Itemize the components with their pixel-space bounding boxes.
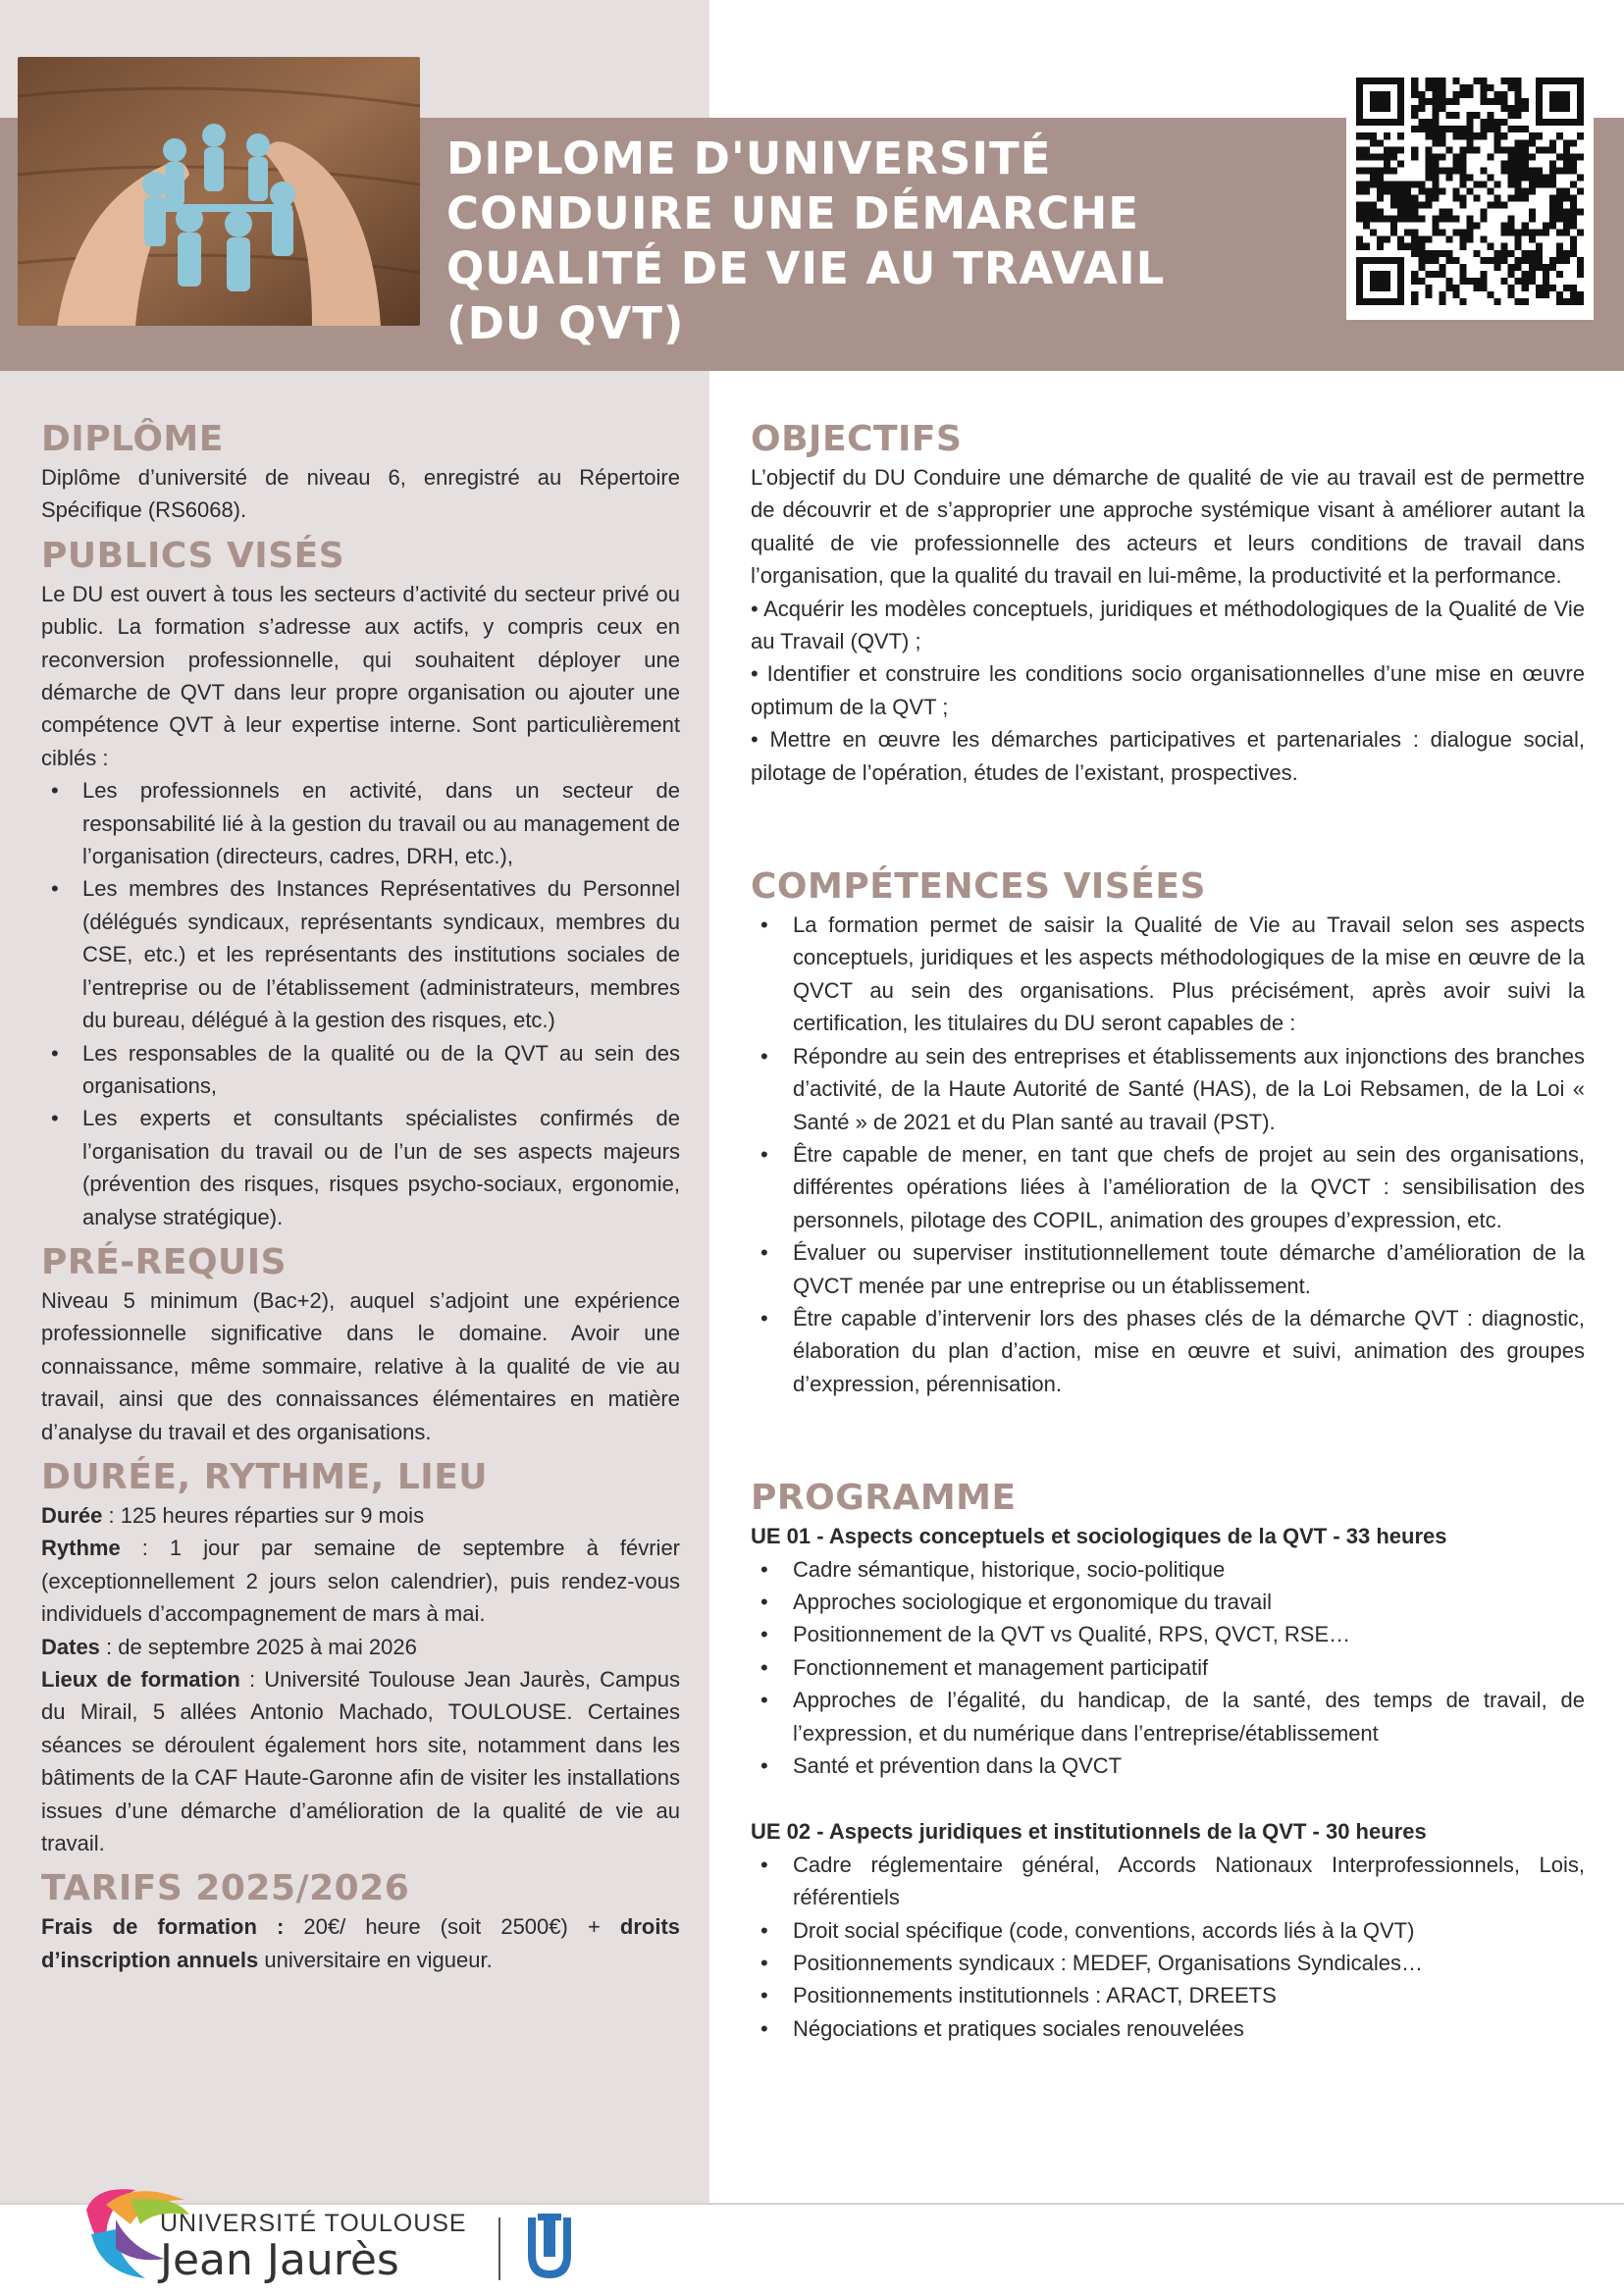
list-item: • Répondre au sein des entreprises et établissements aux injonctions des branches d’activité, de la Haute Autorité de Santé (HAS), de la Loi Rebsamen, de la Loi « Santé » de 2021 et du Plan santé au travail (PST). xyxy=(751,1040,1585,1138)
lieux-line xyxy=(41,1663,680,1859)
objectif-item: • Mettre en œuvre les démarches participatives et partenariales : dialogue social, pilotage de l’opération, études de l’existant, prospectives. xyxy=(751,727,1585,785)
section-title-duree: DURÉE, RYTHME, LIEU xyxy=(41,1456,489,1497)
list-item: • Approches sociologique et ergonomique du travail xyxy=(751,1586,1585,1618)
duree-value: : 125 heures réparties sur 9 mois xyxy=(102,1502,425,1528)
diplome-text: Diplôme d’université de niveau 6, enregistré au Répertoire Spécifique (RS6068). xyxy=(41,465,680,523)
qr-code-icon[interactable] xyxy=(1346,63,1594,320)
section-title-programme: PROGRAMME xyxy=(751,1478,1017,1519)
section-title-diplome: DIPLÔME xyxy=(41,419,224,459)
objectifs-intro: L’objectif du DU Conduire une démarche de qualité de vie au travail est de permettre de découvrir et de s’approprier une approche systémique visant à améliorer autant la qualité de vie professionnelle des acteurs et leurs conditions de travail dans l’organisation, que la qualité du travail en lui-même, la productivité et la performance. xyxy=(751,465,1585,589)
ue2-title: UE 02 - Aspects juridiques et institutionnels de la QVT - 30 heures xyxy=(751,1819,1427,1845)
tarifs-label: Frais de formation : xyxy=(41,1914,285,1940)
competences-list xyxy=(751,909,1585,1400)
right-column xyxy=(751,410,1585,2045)
list-item: • Négociations et pratiques sociales renouvelées xyxy=(751,2012,1585,2045)
list-item: • Positionnements institutionnels : ARACT, DREETS xyxy=(751,1979,1585,2011)
list-item: • La formation permet de saisir la Qualité de Vie au Travail selon ses aspects conceptuels, juridiques et les aspects méthodologiques de la mise en œuvre de la QVCT au sein des organisations. Plus précisément, après avoir suivi la certification, les titulaires du DU seront capables de : xyxy=(751,909,1585,1040)
title-line-1: DIPLOME D'UNIVERSITÉ xyxy=(446,132,1052,184)
tarifs-bold: droits d’inscription annuels xyxy=(41,1914,681,1972)
objectif-item: • Identifier et construire les conditions socio organisationnelles d’une mise en œuvre optimum de la QVT ; xyxy=(751,661,1585,719)
list-item: • Santé et prévention dans la QVCT xyxy=(751,1749,1585,1782)
logo-line-1: UNIVERSITÉ TOULOUSE xyxy=(160,2210,467,2237)
duree-label: Durée xyxy=(41,1502,103,1528)
dates-value: : de septembre 2025 à mai 2026 xyxy=(99,1634,417,1659)
rythme-line xyxy=(41,1532,680,1630)
hero-image xyxy=(18,57,420,326)
main-title xyxy=(446,131,1310,351)
list-item: • Positionnement de la QVT vs Qualité, RPS, QVCT, RSE… xyxy=(751,1618,1585,1650)
rythme-value: : 1 jour par semaine de septembre à février (exceptionnellement 2 jours selon calendrier), puis rendez-vous individuels d’accompagnement de mars à mai. xyxy=(41,1536,680,1627)
list-item: • Être capable de mener, en tant que chefs de projet au sein des organisations, différentes opérations liées à l’amélioration de la QVCT : sensibilisation des personnels, pilotage des COPIL, animation des groupes d’expression, etc. xyxy=(751,1138,1585,1236)
logo-separator xyxy=(498,2218,500,2280)
logo-line-2: Jean Jaurès xyxy=(160,2235,399,2285)
list-item: • Les experts et consultants spécialistes confirmés de l’organisation du travail ou de l’un de ses aspects majeurs (prévention des risques, risques psycho-sociaux, ergonomie, analyse stratégique). xyxy=(41,1102,680,1233)
dates-line xyxy=(41,1631,680,1663)
section-title-tarifs: TARIFS 2025/2026 xyxy=(41,1868,410,1909)
tarifs-text xyxy=(41,1910,680,1976)
prerequis-text: Niveau 5 minimum (Bac+2), auquel s’adjoint une expérience professionnelle significative dans le domaine. Avoir une connaissance, même sommaire, relative à la qualité de vie au travail, ainsi que des connaissances élémentaires en matière d’analyse du travail et des organisations. xyxy=(41,1287,680,1444)
list-item: • Évaluer ou superviser institutionnellement toute démarche d’amélioration de la QVCT menée par une entreprise ou un établissement. xyxy=(751,1236,1585,1302)
ue1-list xyxy=(751,1553,1585,1783)
list-item: • Cadre réglementaire général, Accords Nationaux Interprofessionnels, Lois, référentiels xyxy=(751,1849,1585,1914)
title-line-2: CONDUIRE UNE DÉMARCHE xyxy=(446,187,1140,239)
list-item: • Droit social spécifique (code, conventions, accords liés à la QVT) xyxy=(751,1914,1585,1947)
list-item: • Les responsables de la qualité ou de la QVT au sein des organisations, xyxy=(41,1037,680,1103)
ue2-list xyxy=(751,1849,1585,2045)
list-item: • Les membres des Instances Représentatives du Personnel (délégués syndicaux, représentants syndicaux, membres du CSE, etc.) et les représentants des institutions sociales de l’entreprise ou de l’établissement (administrateurs, membres du bureau, délégué à la gestion des risques, etc.) xyxy=(41,872,680,1036)
section-title-publics: PUBLICS VISÉS xyxy=(41,535,345,576)
title-line-3: QUALITÉ DE VIE AU TRAVAIL xyxy=(446,242,1166,294)
duree-line xyxy=(41,1499,680,1532)
section-title-prerequis: PRÉ-REQUIS xyxy=(41,1241,288,1282)
section-title-objectifs: OBJECTIFS xyxy=(751,419,963,459)
list-item: • Les professionnels en activité, dans un secteur de responsabilité lié à la gestion du travail ou au management de l’organisation (directeurs, cadres, DRH, etc.), xyxy=(41,774,680,872)
list-item: • Fonctionnement et management participatif xyxy=(751,1651,1585,1684)
rythme-label: Rythme xyxy=(41,1536,121,1561)
left-column xyxy=(41,410,680,1976)
tarifs-value: 20€/ heure (soit 2500€) + xyxy=(284,1914,620,1940)
lieux-value: : Université Toulouse Jean Jaurès, Campus du Mirail, 5 allées Antonio Machado, TOULOUSE. Certaines séances se déroulent également hors site, notamment dans les bâtiments de la CAF Haute-Garonne afin de visiter les installations issues d’une démarche d’amélioration de la qualité de vie au travail. xyxy=(41,1667,681,1856)
list-item: • Cadre sémantique, historique, socio-politique xyxy=(751,1553,1585,1586)
section-title-competences: COMPÉTENCES VISÉES xyxy=(751,866,1206,908)
publics-list xyxy=(41,774,680,1233)
lieux-label: Lieux de formation xyxy=(41,1667,240,1692)
ut-logo-icon[interactable] xyxy=(520,2212,579,2284)
title-line-4: (DU QVT) xyxy=(446,297,685,349)
dates-label: Dates xyxy=(41,1634,100,1659)
ue1-title: UE 01 - Aspects conceptuels et sociologiques de la QVT - 33 heures xyxy=(751,1524,1447,1549)
list-item: • Positionnements syndicaux : MEDEF, Organisations Syndicales… xyxy=(751,1947,1585,1979)
objectif-item: • Acquérir les modèles conceptuels, juridiques et méthodologiques de la Qualité de Vie au Travail (QVT) ; xyxy=(751,596,1585,654)
list-item: • Être capable d’intervenir lors des phases clés de la démarche QVT : diagnostic, élaboration du plan d’action, mise en œuvre et suivi, animation des groupes d’expression, pérennisation. xyxy=(751,1302,1585,1400)
tarifs-value-2: universitaire en vigueur. xyxy=(258,1947,493,1972)
publics-intro: Le DU est ouvert à tous les secteurs d’activité du secteur privé ou public. La formation s’adresse aux actifs, y compris ceux en reconversion professionnelle, qui souhaitent déployer une démarche de QVT dans leur propre organisation ou ajouter une compétence QVT à leur expertise interne. Sont particulièrement ciblés : xyxy=(41,581,680,770)
list-item: • Approches de l’égalité, du handicap, de la santé, des temps de travail, de l’expression, et du numérique dans l’entreprise/établissement xyxy=(751,1684,1585,1749)
